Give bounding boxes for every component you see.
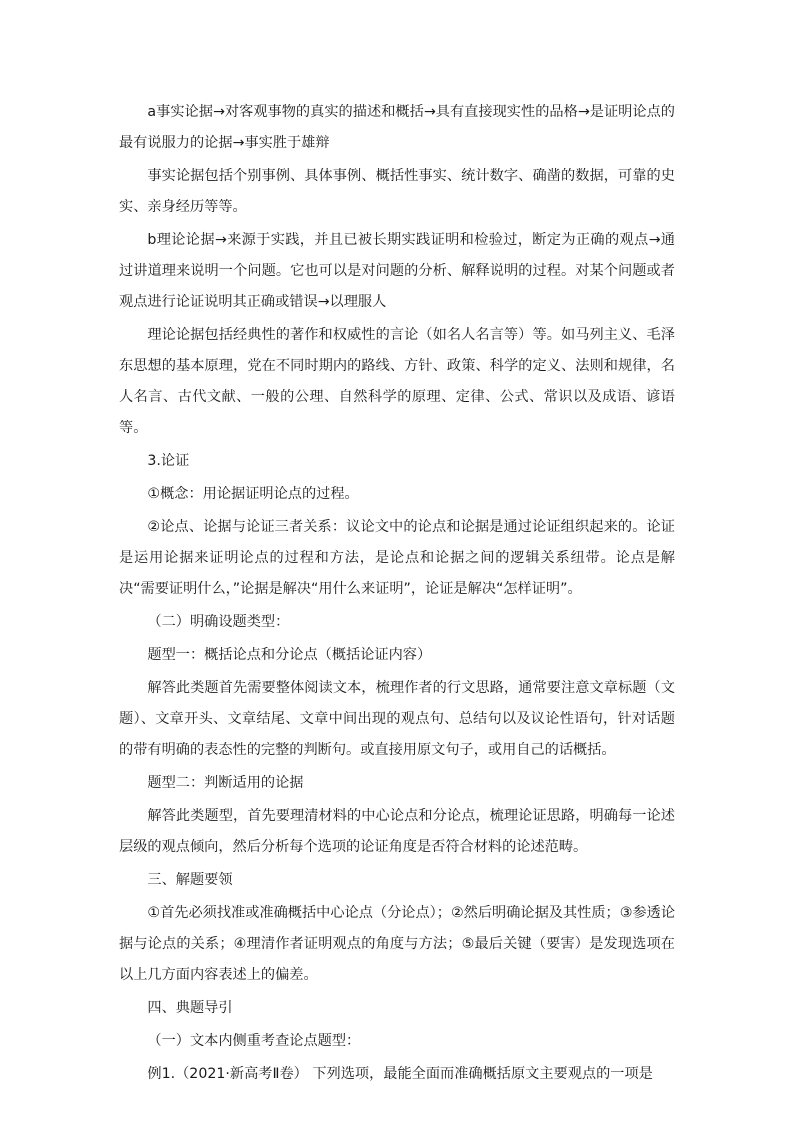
- paragraph-theory-argument: b理论论据→来源于实践，并且已被长期实践证明和检验过，断定为正确的观点→通过讲道理来说明一个问题。它也可以是对问题的分析、解释说明的过程。对某个问题或者观点进行论证说明其正确或错误→以理服人: [119, 232, 675, 310]
- heading-argumentation: 3.论证: [147, 453, 190, 469]
- paragraph-solving-steps: ①首先必须找准或准确概括中心论点（分论点）；②然后明确论据及其性质；③参透论据与论点的关系；④理清作者证明观点的角度与方法；⑤最后关键（要害）是发现选项在以上几方面内容表述上的偏差。: [119, 905, 676, 983]
- paragraph-relationship: ②论点、论据与论证三者关系：议论文中的论点和论据是通过论证组织起来的。论证是运用论据来证明论点的过程和方法，是论点和论据之间的逻辑关系纽带。论点是解决“需要证明什么，”论据是解决“用什么来证明”，论证是解决“怎样证明”。: [119, 519, 675, 597]
- paragraph-fact-argument: a事实论据→对客观事物的真实的描述和概括→具有直接现实性的品格→是证明论点的最有说服力的论据→事实胜于雄辩: [119, 104, 675, 151]
- paragraph-theory-argument-scope: 理论论据包括经典性的著作和权威性的言论（如名人名言等）等。如马列主义、毛泽东思想的基本原理，党在不同时期内的路线、方针、政策、科学的定义、法则和规律，名人名言、古代文献、一般的公理、自然科学的原理、定律、公式、常识以及成语、谚语等。: [119, 327, 675, 436]
- heading-type-one: 题型一：概括论点和分论点（概括论证内容）: [147, 647, 432, 663]
- document-page: [119, 97, 675, 1090]
- heading-type-two: 题型二：判断适用的论据: [147, 775, 304, 791]
- heading-question-types: （二）明确设题类型：: [147, 614, 290, 630]
- heading-solving-tips: 三、解题要领: [147, 872, 233, 888]
- paragraph-example-one: 例1.（2021·新高考Ⅱ卷） 下列选项，最能全面而准确概括原文主要观点的一项是: [147, 1066, 653, 1082]
- paragraph-type-two-method: 解答此类题型，首先要理清材料的中心论点和分论点，梳理论证思路，明确每一论述层级的观点倾向，然后分析每个选项的论证角度是否符合材料的论述范畴。: [119, 808, 675, 855]
- heading-typical-examples: 四、典题导引: [147, 1000, 233, 1016]
- heading-in-text-argument: （一）文本内侧重考查论点题型：: [147, 1033, 361, 1049]
- paragraph-type-one-method: 解答此类题首先需要整体阅读文本，梳理作者的行文思路，通常要注意文章标题（文题）、文章开头、文章结尾、文章中间出现的观点句、总结句以及议论性语句，针对话题的带有明确的表态性的完整的判断句。或直接用原文句子，或用自己的话概括。: [119, 680, 675, 758]
- paragraph-concept: ①概念：用论据证明论点的过程。: [147, 486, 359, 502]
- paragraph-fact-argument-scope: 事实论据包括个别事例、具体事例、概括性事实、统计数字、确凿的数据，可靠的史实、亲身经历等等。: [119, 168, 675, 215]
